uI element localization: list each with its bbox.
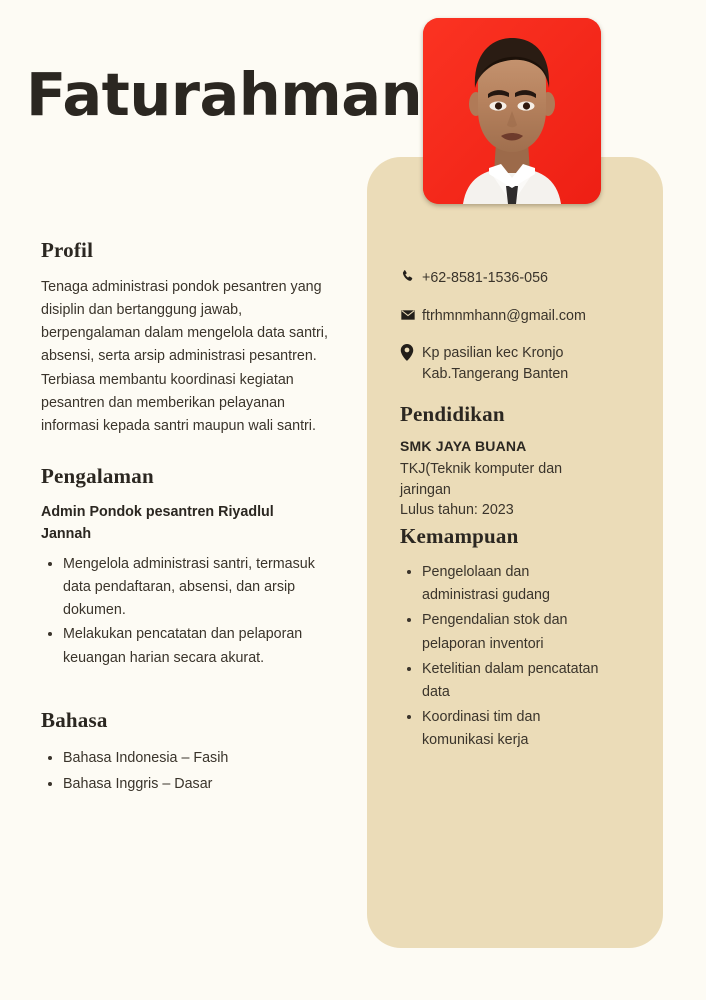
list-item: Bahasa Indonesia – Fasih [41, 747, 341, 770]
list-item: Melakukan pencatatan dan pelaporan keuangan harian secara akurat. [41, 623, 331, 669]
kemampuan-bullet-list [400, 561, 605, 752]
contact-phone-row [400, 268, 645, 289]
profile-photo [423, 18, 601, 204]
phone-icon [400, 268, 422, 284]
school-name: SMK JAYA BUANA [400, 437, 527, 454]
pengalaman-bullet-list [41, 553, 331, 670]
pengalaman-job-title: Admin Pondok pesantren Riyadlul Jannah [41, 504, 274, 542]
portrait-photo-icon [423, 18, 601, 204]
phone-value: +62-8581-1536-056 [422, 270, 548, 286]
envelope-icon [400, 306, 422, 323]
location-pin-icon [400, 343, 422, 361]
profil-heading: Profil [41, 238, 94, 262]
bahasa-section [41, 708, 341, 796]
graduation-year: Lulus tahun: 2023 [400, 501, 514, 518]
bahasa-heading: Bahasa [41, 707, 108, 732]
side-panel-content [400, 268, 645, 754]
profil-text: Tenaga administrasi pondok pesantren yang disiplin dan bertanggung jawab, berpengalaman dalam mengelola data santri, absensi, serta arsip administrasi pesantren. Terbiasa membantu koordinasi kegiatan pesantren dan memberikan pelayanan informasi kepada santri maupun wali santri. [41, 279, 328, 434]
pendidikan-section [400, 402, 645, 519]
list-item: Ketelitian dalam pencatatan data [400, 658, 605, 704]
address-value: Kp pasilian kec Kronjo Kab.Tangerang Banten [422, 345, 569, 383]
major-text: TKJ(Teknik komputer dan jaringan [400, 460, 563, 498]
pendidikan-heading: Pendidikan [400, 401, 505, 426]
left-column [41, 238, 341, 799]
list-item: Pengelolaan dan administrasi gudang [400, 561, 605, 607]
bahasa-bullet-list [41, 747, 341, 796]
pengalaman-heading: Pengalaman [41, 464, 154, 489]
list-item: Pengendalian stok dan pelaporan inventori [400, 609, 605, 655]
contact-address-row [400, 343, 645, 384]
kemampuan-heading: Kemampuan [400, 524, 519, 549]
kemampuan-section [400, 524, 645, 752]
page-title: Faturahman [26, 60, 423, 129]
list-item: Koordinasi tim dan komunikasi kerja [400, 706, 605, 752]
email-value: ftrhmnmhann@gmail.com [422, 307, 586, 324]
contact-email-row [400, 306, 645, 327]
list-item: Bahasa Inggris – Dasar [41, 773, 341, 796]
profil-section [41, 238, 341, 438]
list-item: Mengelola administrasi santri, termasuk data pendaftaran, absensi, dan arsip dokumen. [41, 553, 331, 622]
pengalaman-section [41, 464, 341, 670]
